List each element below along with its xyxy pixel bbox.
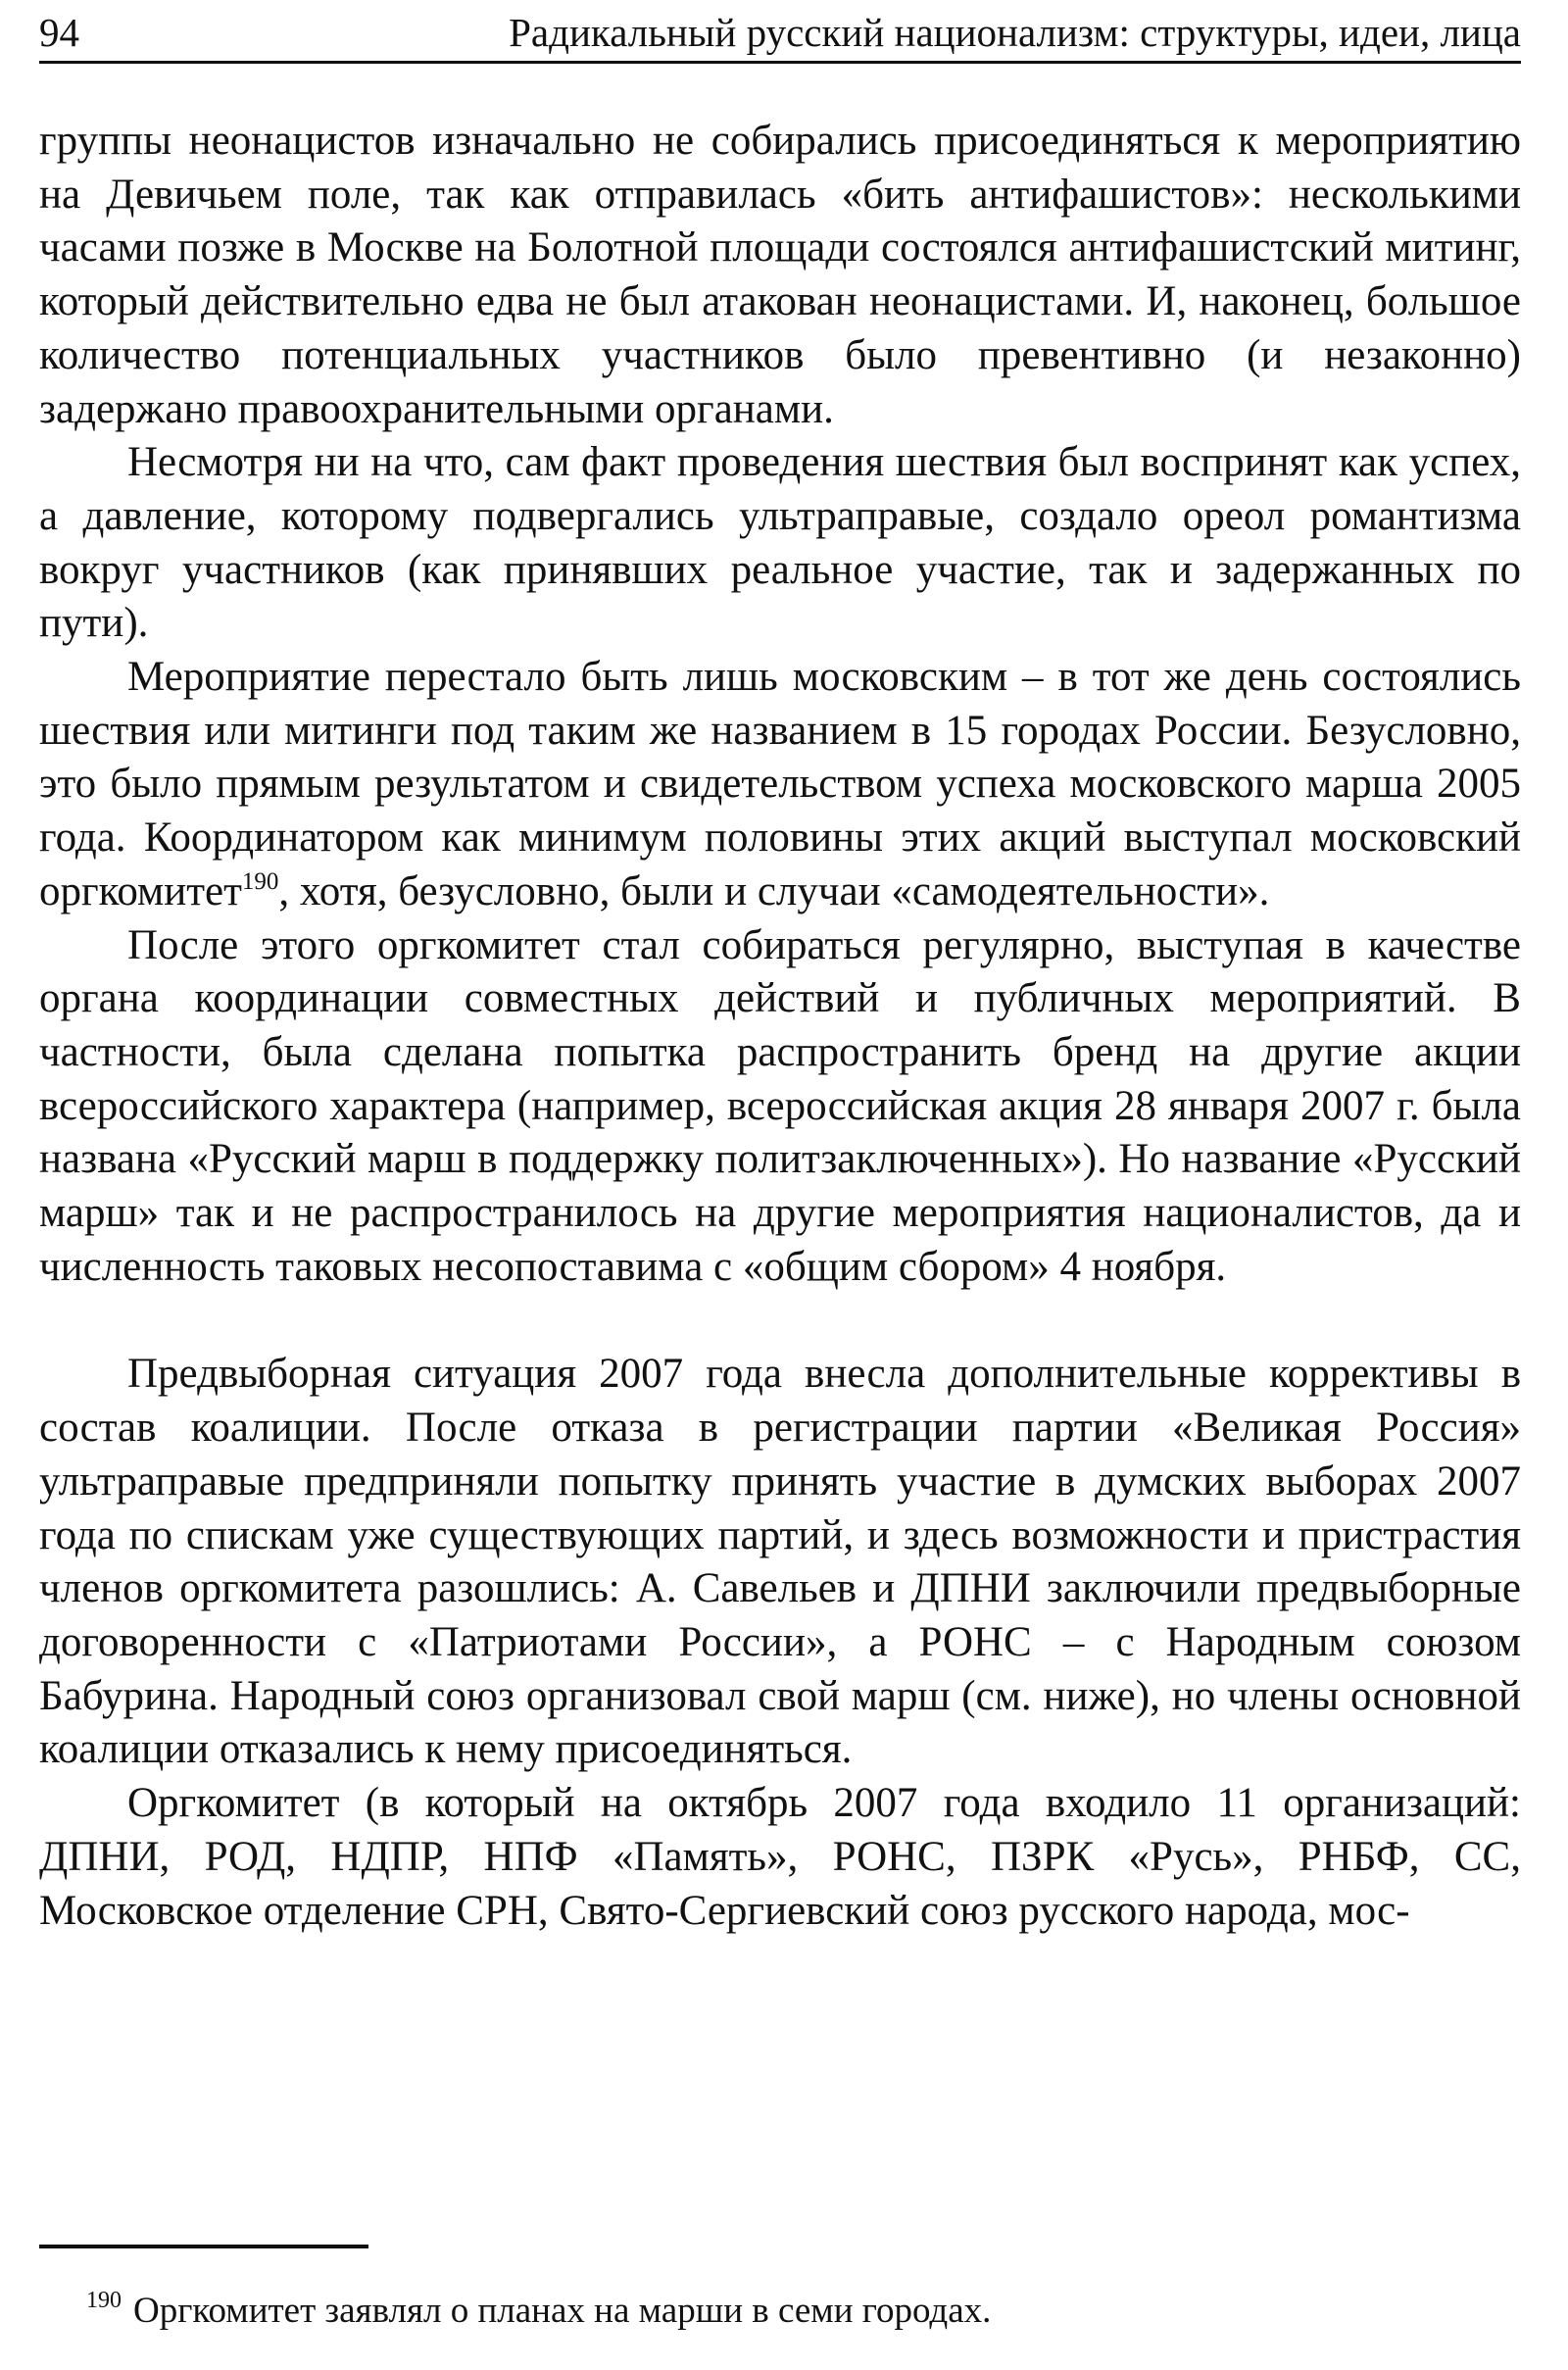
footnote-separator xyxy=(39,2245,368,2248)
paragraph-text: Мероприятие перестало быть лишь московским – в тот же день состоялись шествия или митинги под таким же названием в 15 городах России. Безусловно, это было прямым результатом и свидетельством успеха московского марша 2005 года. Координатором как минимум половины этих акций выступал московский оргкомитет xyxy=(39,654,1521,914)
body-text xyxy=(39,115,1521,1938)
footnote-number: 190 xyxy=(86,2288,122,2313)
footnote-reference[interactable]: 190 xyxy=(241,867,279,895)
running-title: Радикальный русский национализм: структуры, идеи, лица xyxy=(509,10,1521,55)
footnote-text: Оргкомитет заявлял о планах на марши в семи городах. xyxy=(133,2291,992,2331)
paragraph: Несмотря ни на что, сам факт проведения шествия был воспринят как успех, а давление, которому подвергались ультраправые, создало ореол романтизма вокруг участников (как принявших реальное участие, так и задержанных по пути). xyxy=(39,439,1521,647)
paragraph-with-footnote xyxy=(39,651,1521,919)
paragraph: Оргкомитет (в который на октябрь 2007 года входило 11 организаций: ДПНИ, РОД, НДПР, НПФ «Память», РОНС, ПЗРК «Русь», РНБФ, СС, Московское отделение СРН, Свято-Сергиевский союз русского народа, мос- xyxy=(39,1780,1521,1934)
running-head xyxy=(39,8,1521,64)
paragraph-text: , хотя, безусловно, были и случаи «самодеятельности». xyxy=(278,867,1270,914)
book-page xyxy=(39,0,1521,2370)
paragraph: После этого оргкомитет стал собираться регулярно, выступая в качестве органа координации совместных действий и публичных мероприятий. В частности, была сделана попытка распространить бренд на другие акции всероссийского характера (например, всероссийская акция 28 января 2007 г. была названа «Русский марш в поддержку политзаключенных»). Но название «Русский марш» так и не распространилось на другие мероприятия националистов, да и численность таковых несопоставима с «общим сбором» 4 ноября. xyxy=(39,921,1521,1290)
page-number: 94 xyxy=(39,10,79,55)
footnote xyxy=(86,2289,1517,2334)
paragraph-continuation: группы неонацистов изначально не собирались присоединяться к мероприятию на Девичьем поле, так как отправилась «бить антифашистов»: несколькими часами позже в Москве на Болотной площади состоялся антифашистский митинг, который действительно едва не был атакован неонацистами. И, наконец, большое количество потенциальных участников было превентивно (и незаконно) задержано правоохранительными органами. xyxy=(39,118,1521,432)
paragraph: Предвыборная ситуация 2007 года внесла дополнительные коррективы в состав коалиции. После отказа в регистрации партии «Великая Россия» ультраправые предприняли попытку принять участие в думских выборах 2007 года по спискам уже существующих партий, и здесь возможности и пристрастия членов оргкомитета разошлись: А. Савельев и ДПНИ заключили предвыборные договоренности с «Патриотами России», а РОНС – с Народным союзом Бабурина. Народный союз организовал свой марш (см. ниже), но члены основной коалиции отказались к нему присоединяться. xyxy=(39,1351,1521,1773)
